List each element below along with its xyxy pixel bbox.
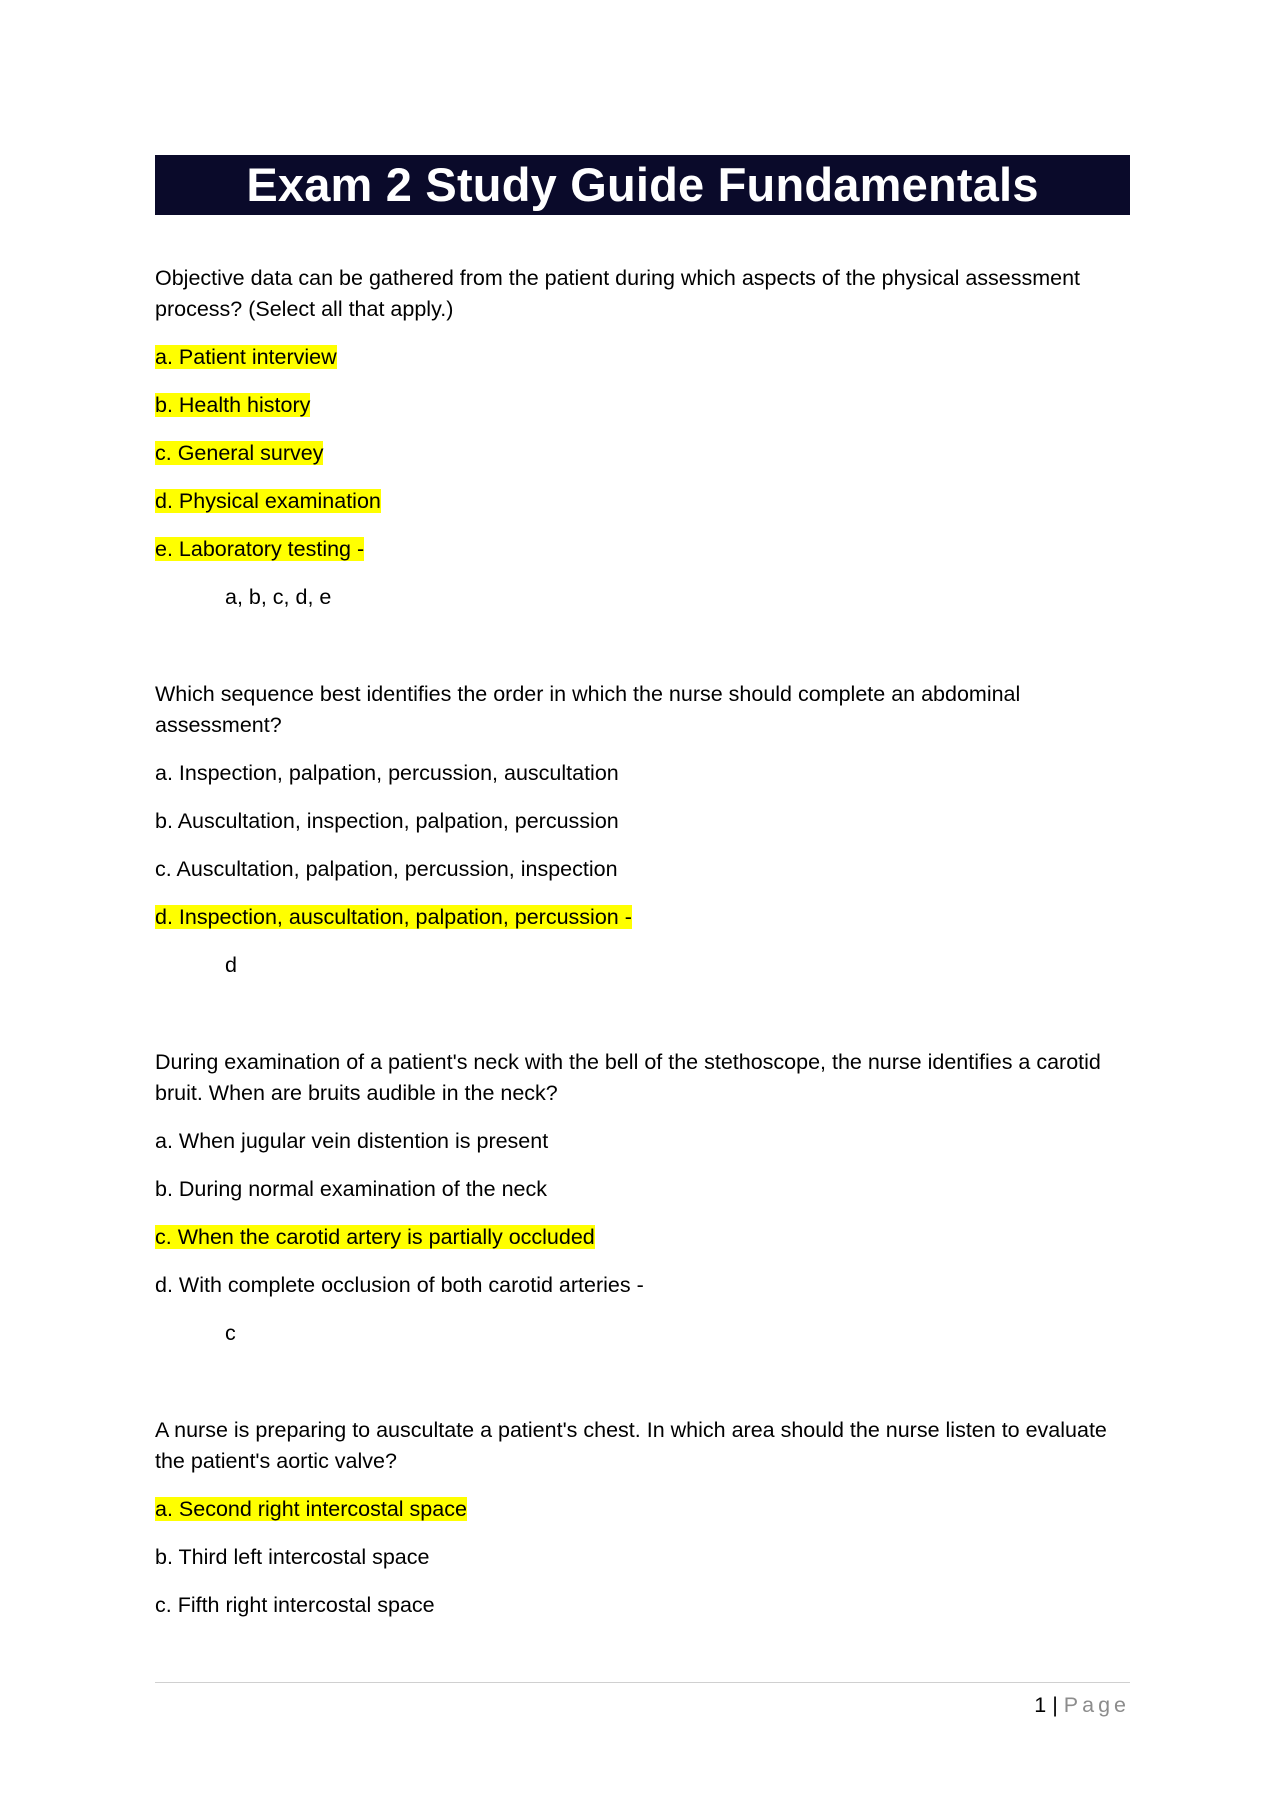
spacer xyxy=(155,613,1130,679)
question-text: A nurse is preparing to auscultate a patient's chest. In which area should the nurse listen to evaluate the patient's aortic valve? xyxy=(155,1418,1107,1473)
option-item: b. Third left intercostal space xyxy=(155,1545,430,1569)
option-item: c. Auscultation, palpation, percussion, inspection xyxy=(155,857,618,881)
option-item xyxy=(155,1222,1130,1253)
option-item: b. During normal examination of the neck xyxy=(155,1177,547,1201)
document-page xyxy=(155,155,1130,1638)
spacer xyxy=(155,1349,1130,1415)
option-item: a. When jugular vein distention is present xyxy=(155,1129,549,1153)
title-banner xyxy=(155,155,1130,215)
answer-text: d xyxy=(225,953,237,977)
document-body xyxy=(155,263,1130,1621)
question-text: During examination of a patient's neck with the bell of the stethoscope, the nurse identifies a carotid bruit. When are bruits audible in the neck? xyxy=(155,1050,1101,1105)
option-item xyxy=(155,390,1130,421)
highlighted-option: a. Second right intercostal space xyxy=(155,1497,467,1521)
highlighted-option: c. When the carotid artery is partially occluded xyxy=(155,1225,595,1249)
option-item xyxy=(155,1494,1130,1525)
option-item: a. Inspection, palpation, percussion, auscultation xyxy=(155,761,619,785)
highlighted-option: d. Inspection, auscultation, palpation, percussion - xyxy=(155,905,632,929)
highlighted-option: a. Patient interview xyxy=(155,345,337,369)
document-title: Exam 2 Study Guide Fundamentals xyxy=(246,158,1039,211)
question-block-3 xyxy=(155,1047,1130,1349)
page-number: 1 xyxy=(1034,1693,1047,1717)
spacer xyxy=(155,981,1130,1047)
option-item xyxy=(155,534,1130,565)
option-item: b. Auscultation, inspection, palpation, percussion xyxy=(155,809,619,833)
option-item: c. Fifth right intercostal space xyxy=(155,1593,435,1617)
option-item xyxy=(155,342,1130,373)
question-block-2 xyxy=(155,679,1130,981)
question-block-1 xyxy=(155,263,1130,613)
highlighted-option: e. Laboratory testing - xyxy=(155,537,365,561)
answer-text: a, b, c, d, e xyxy=(225,585,332,609)
question-text: Which sequence best identifies the order in which the nurse should complete an abdominal assessment? xyxy=(155,682,1021,737)
highlighted-option: c. General survey xyxy=(155,441,324,465)
question-text: Objective data can be gathered from the patient during which aspects of the physical assessment process? (Select all that apply.) xyxy=(155,266,1081,321)
answer-text: c xyxy=(225,1321,236,1345)
highlighted-option: b. Health history xyxy=(155,393,311,417)
page-label: Page xyxy=(1063,1693,1130,1717)
highlighted-option: d. Physical examination xyxy=(155,489,381,513)
option-item: d. With complete occlusion of both carotid arteries - xyxy=(155,1273,644,1297)
option-item xyxy=(155,438,1130,469)
footer-divider xyxy=(155,1682,1130,1683)
option-item xyxy=(155,902,1130,933)
page-footer xyxy=(155,1690,1130,1720)
option-item xyxy=(155,486,1130,517)
question-block-4 xyxy=(155,1415,1130,1621)
footer-separator: | xyxy=(1052,1693,1058,1717)
